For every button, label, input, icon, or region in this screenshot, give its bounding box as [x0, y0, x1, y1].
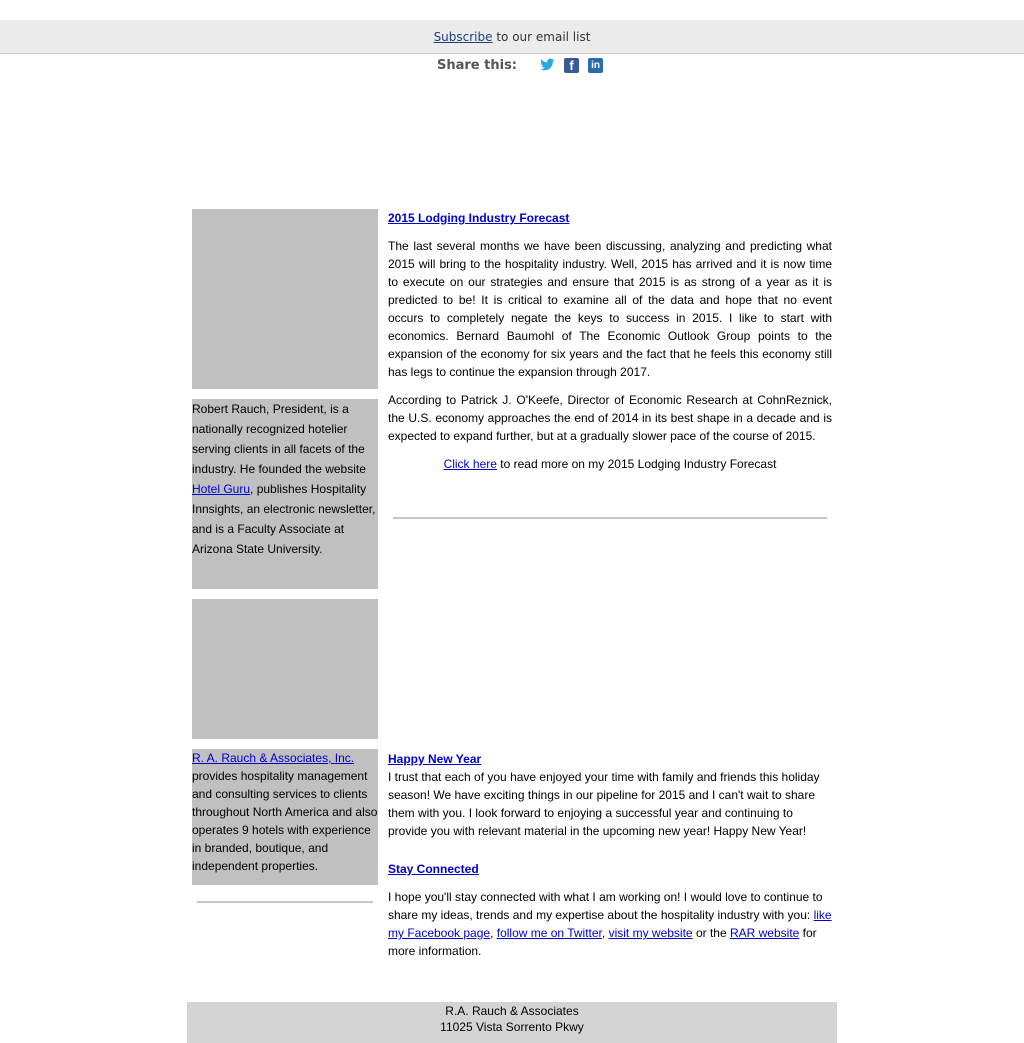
connect-text: or the — [692, 926, 730, 940]
company-box — [192, 749, 378, 885]
article-new-year — [388, 750, 832, 840]
bio-text: Robert Rauch, President, is a nationally recognized hotelier serving clients in all facets of the industry. He founded the website — [192, 402, 366, 476]
facebook-icon[interactable]: f — [564, 58, 579, 73]
bio-box — [192, 399, 378, 589]
connect-text: for more information. — [388, 926, 817, 958]
article-paragraph: According to Patrick J. O'Keefe, Director of Economic Research at CohnReznick, the U.S. economy approaches the end of 2014 in its best shape in a decade and is expected to expand further, but at a gradually slower pace of the course of 2015. — [388, 393, 832, 443]
article-divider — [393, 517, 827, 519]
subscribe-text: to our email list — [492, 30, 591, 44]
sidebar-divider — [197, 901, 373, 903]
profile-photo-placeholder — [192, 209, 378, 389]
subscribe-link[interactable]: Subscribe — [433, 30, 493, 44]
company-text: provides hospitality management and consulting services to clients throughout North America and also operates 9 hotels with experience in branded, boutique, and independent properties. — [192, 769, 378, 873]
website-link[interactable]: visit my website — [608, 926, 693, 940]
twitter-icon[interactable] — [540, 58, 555, 73]
happy-new-year-link[interactable]: Happy New Year — [388, 752, 482, 766]
click-here-link[interactable]: Click here — [443, 457, 497, 471]
article-title — [388, 209, 832, 227]
bio-text-end: , publishes Hospitality Innsights, an electronic newsletter, and is a Faculty Associate at Arizona State University. — [192, 482, 376, 556]
footer-address: 11025 Vista Sorrento Pkwy — [440, 1020, 584, 1034]
separator: , — [601, 926, 609, 940]
subscribe-bar — [0, 20, 1024, 54]
article-title — [388, 860, 832, 878]
article-paragraph — [388, 888, 832, 960]
connect-text: I hope you'll stay connected with what I am working on! I would love to continue to share my ideas, trends and my expertise about the hospitality industry with you: — [388, 890, 823, 922]
separator: , — [490, 926, 497, 940]
company-logo-placeholder — [192, 599, 378, 739]
forecast-title-link[interactable]: 2015 Lodging Industry Forecast — [388, 211, 570, 225]
article-paragraph: The last several months we have been discussing, analyzing and predicting what 2015 will bring to the hospitality industry. Well, 2015 has arrived and it is now time to execute on our strategies and ensure that 2015 is as strong of a year as it is predicted to be! It is critical to examine all of the data and hope that no event occurs to completely negate the keys to success in 2015. I like to start with economics. Bernard Baumohl of The Economic Outlook Group points to the expansion of the economy for six years and the fact that he feels this economy still has legs to continue the expansion through 2017. — [388, 239, 832, 379]
company-link[interactable]: R. A. Rauch & Associates, Inc. — [192, 751, 355, 765]
footer-company: R.A. Rauch & Associates — [445, 1004, 579, 1018]
linkedin-icon[interactable]: in — [588, 58, 603, 73]
twitter-link[interactable]: follow me on Twitter — [496, 926, 602, 940]
hotel-guru-link[interactable]: Hotel Guru — [192, 482, 251, 496]
read-more-line — [388, 455, 832, 473]
share-label: Share this: — [437, 57, 518, 73]
facebook-page-link[interactable]: like my Facebook page — [388, 908, 832, 940]
article-stay-connected — [388, 860, 832, 960]
read-more-text: to read more on my 2015 Lodging Industry Forecast — [496, 457, 777, 471]
footer — [187, 1002, 837, 1043]
rar-website-link[interactable]: RAR website — [729, 926, 800, 940]
stay-connected-link[interactable]: Stay Connected — [388, 862, 479, 876]
article-title — [388, 750, 832, 768]
share-bar — [437, 55, 603, 75]
article-forecast — [388, 209, 832, 473]
article-paragraph: I trust that each of you have enjoyed your time with family and friends this holiday season! We have exciting things in our pipeline for 2015 and I can't wait to share them with you. I look forward to enjoying a successful year and continuing to provide you with relevant material in the upcoming new year! Happy New Year! — [388, 770, 820, 838]
